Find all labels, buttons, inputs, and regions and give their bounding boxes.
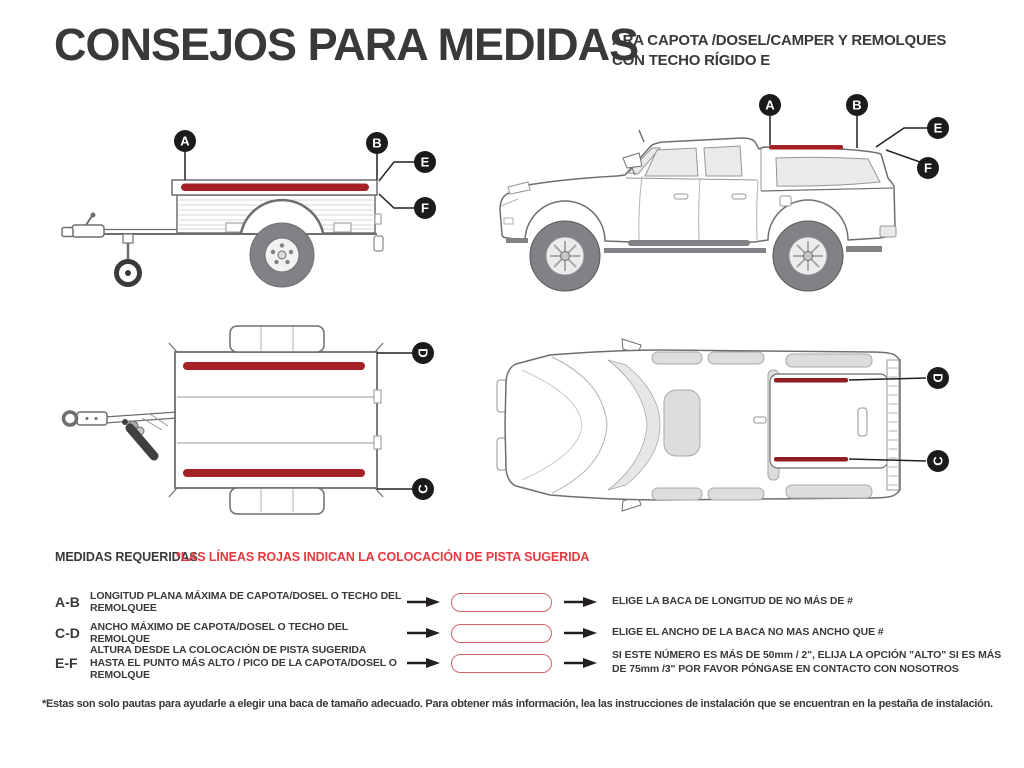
right-arrow-icon	[563, 627, 597, 639]
trailer-fender-top	[230, 326, 324, 352]
door-handle	[732, 194, 746, 199]
badge-f	[414, 197, 436, 219]
trailer-top-view-diagram	[30, 322, 470, 532]
badge-a	[759, 94, 781, 116]
running-board	[628, 240, 750, 246]
suggested-track-stripe	[774, 378, 848, 383]
door-handle	[754, 417, 766, 423]
measure-range-label: E-F	[55, 655, 78, 671]
right-arrow-icon	[406, 657, 440, 669]
measure-instruction: SI ESTE NÚMERO ES MÁS DE 50mm / 2", ELIJA LA OPCIÓN "ALTO" SI ES MÁS DE 75mm /3" POR FAVOR PÓNGASE EN CONTACTO CON NOSOTROS	[612, 649, 1002, 675]
page-subtitle	[612, 31, 1012, 71]
fuel-door	[780, 196, 791, 206]
measure-description: LONGITUD PLANA MÁXIMA DE CAPOTA/DOSEL O TECHO DEL REMOLQUEE	[90, 589, 402, 614]
suggested-track-stripe	[183, 362, 365, 370]
svg-text:C: C	[415, 484, 431, 494]
badge-e	[414, 151, 436, 173]
svg-text:B: B	[372, 135, 382, 151]
trailer-fender-bottom	[230, 488, 324, 514]
trailer-side-view-diagram	[28, 95, 448, 310]
measure-row-cd	[55, 620, 1010, 645]
badge-c	[927, 450, 949, 472]
badge-d	[412, 342, 434, 364]
svg-text:E: E	[420, 154, 430, 170]
measure-instruction: ELIGE EL ANCHO DE LA BACA NO MAS ANCHO QUE #	[612, 626, 884, 639]
suggested-track-stripe	[181, 184, 369, 192]
canopy-window	[776, 157, 880, 186]
svg-text:B: B	[852, 97, 862, 113]
measure-row-ab	[55, 588, 1010, 616]
page-title: CONSEJOS PARA MEDIDAS	[54, 19, 639, 70]
svg-text:D: D	[930, 373, 946, 383]
svg-text:A: A	[765, 97, 775, 113]
rear-door-window	[704, 146, 742, 176]
badge-f	[917, 157, 939, 179]
antenna	[639, 130, 644, 142]
measurement-entry-pill	[451, 654, 552, 673]
truck-rear-wheel	[773, 221, 843, 291]
trailer-hitch-coupler	[62, 213, 104, 238]
measure-row-ef	[55, 644, 1010, 682]
svg-text:F: F	[924, 160, 932, 176]
measurement-entry-pill	[451, 593, 552, 612]
jockey-crank	[122, 414, 168, 456]
right-arrow-icon	[406, 627, 440, 639]
side-mirror	[623, 153, 642, 168]
measure-range-label: C-D	[55, 625, 80, 641]
truck-side-view-diagram	[492, 88, 962, 303]
svg-text:A: A	[180, 133, 190, 149]
trailer-wheel	[250, 223, 314, 287]
jockey-wheel	[117, 234, 140, 285]
badge-a	[174, 130, 196, 152]
suggested-track-stripe	[769, 145, 843, 150]
footnote: *Estas son solo pautas para ayudarle a elegir una baca de tamaño adecuado. Para obtener más información, lea las instrucciones de instalación que se encuentran en la pestaña de instalación.	[42, 698, 993, 710]
svg-text:E: E	[933, 120, 943, 136]
right-arrow-icon	[563, 657, 597, 669]
truck-top-view-diagram	[492, 330, 962, 545]
measurement-entry-pill	[451, 624, 552, 643]
door-handle	[674, 194, 688, 199]
trailer-hitch-coupler	[64, 412, 108, 425]
subtitle-line-1: ARA CAPOTA /DOSEL/CAMPER Y REMOLQUES	[612, 32, 947, 49]
measure-instruction: ELIGE LA BACA DE LONGITUD DE NO MÁS DE #	[612, 595, 853, 608]
badge-e	[927, 117, 949, 139]
svg-text:D: D	[415, 348, 431, 358]
suggested-track-stripe	[183, 469, 365, 477]
truck-bed	[770, 374, 888, 468]
red-lines-note: *LAS LÍNEAS ROJAS INDICAN LA COLOCACIÓN DE PISTA SUGERIDA	[176, 550, 590, 564]
badge-c	[412, 478, 434, 500]
truck-front-wheel	[530, 221, 600, 291]
measure-description: ANCHO MÁXIMO DE CAPOTA/DOSEL O TECHO DEL REMOLQUE	[90, 620, 348, 645]
badge-b	[846, 94, 868, 116]
subtitle-line-2: CON TECHO RÍGIDO E	[612, 52, 771, 69]
rear-bumper	[880, 226, 896, 237]
svg-text:F: F	[421, 200, 429, 216]
svg-text:C: C	[930, 456, 946, 466]
measure-range-label: A-B	[55, 594, 80, 610]
measure-description: ALTURA DESDE LA COLOCACIÓN DE PISTA SUGERIDA HASTA EL PUNTO MÁS ALTO / PICO DE LA CAPOTA/DOSEL O REMOLQUE	[90, 644, 397, 682]
badge-d	[927, 367, 949, 389]
right-arrow-icon	[563, 596, 597, 608]
sunroof	[664, 390, 700, 456]
badge-b	[366, 132, 388, 154]
suggested-track-stripe	[774, 457, 848, 462]
right-arrow-icon	[406, 596, 440, 608]
measures-heading: MEDIDAS REQUERIDAS	[55, 550, 198, 564]
